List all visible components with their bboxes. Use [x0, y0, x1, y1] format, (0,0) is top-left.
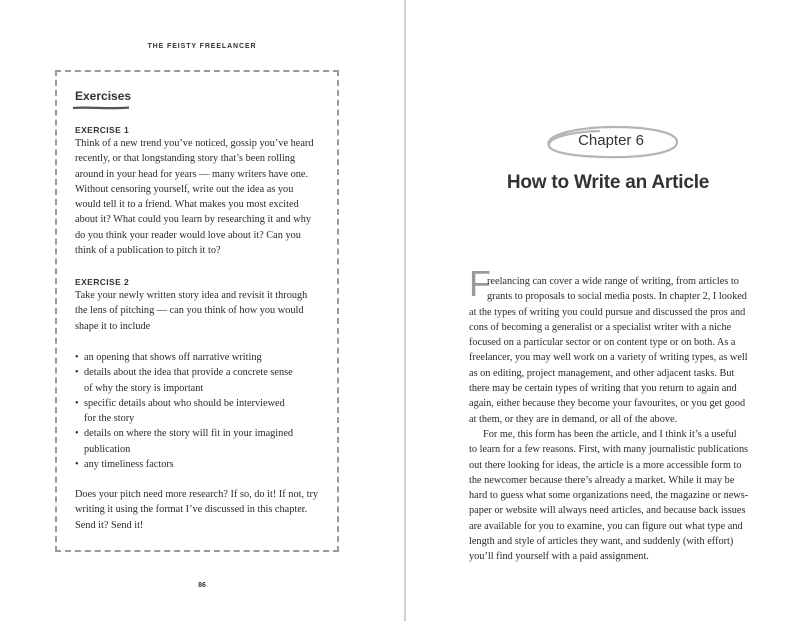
text-line: Does your pitch need more research? If so, do it! If not, try	[75, 489, 319, 500]
text-line: reelancing can cover a wide range of writing, from articles to	[487, 276, 739, 287]
list-item	[75, 365, 335, 396]
exercise-2-closing	[75, 487, 335, 533]
text-line: at the types of writing you could pursue and discussed the pros and	[469, 306, 746, 318]
text-line: hard to guess what some organizations need, the magazine or news-	[469, 490, 749, 502]
chapter-label-badge	[541, 124, 681, 160]
bullet-icon: •	[75, 459, 79, 471]
text-line: grants to proposals to social media posts. In chapter 2, I looked	[487, 291, 747, 303]
text-line: do you think your reader would love about it? Can you	[75, 229, 301, 241]
list-item-text: specific details about who should be interviewed	[84, 397, 285, 409]
exercise-2-label: EXERCISE 2	[75, 277, 130, 287]
bullet-list	[75, 350, 335, 472]
text-line: the newcomer because there’s already a market. While it may be	[469, 474, 735, 486]
text-line: think of a publication to pitch it to?	[75, 245, 221, 257]
bullet-icon: •	[75, 352, 79, 363]
text-line: Send it? Send it!	[75, 519, 144, 531]
text-line: focused on a particular sector or on content type or on both. As a	[469, 337, 736, 349]
text-line: For me, this form has been the article, and I think it’s a useful	[483, 429, 737, 440]
list-item-text: details on where the story will fit in your imagined	[84, 428, 294, 440]
box-heading: Exercises	[75, 89, 132, 103]
text-line: to learn for a few reasons. First, with many journalistic publications	[469, 444, 749, 456]
text-line: recently, or that longstanding story that’s been rolling	[75, 153, 296, 165]
text-line: Think of a new trend you’ve noticed, gossip you’ve heard	[75, 138, 314, 149]
text-line: writing it using the format I’ve discussed in this chapter.	[75, 504, 308, 516]
list-item-text: any timeliness factors	[84, 459, 174, 471]
list-item-text: an opening that shows off narrative writing	[84, 352, 262, 363]
text-line: you’ll find yourself with a paid assignment.	[469, 551, 649, 563]
chapter-title: How to Write an Article	[506, 172, 710, 193]
article-paragraph-2	[469, 427, 755, 565]
text-line: paper or website will always need articles, and because back issues	[469, 505, 746, 517]
text-line: cons of becoming a generalist or a specialist writer with a niche	[469, 321, 732, 333]
list-item	[75, 426, 335, 457]
running-head: THE FEISTY FREELANCER	[147, 43, 257, 50]
heading-underline	[73, 106, 129, 110]
list-item-text: of why the story is important	[84, 382, 204, 394]
bullet-icon: •	[75, 367, 79, 379]
bullet-icon: •	[75, 428, 79, 440]
text-line: at them, or they are in demand, or all of the above.	[469, 413, 678, 425]
chapter-label: Chapter 6	[578, 132, 644, 149]
exercise-2-text	[75, 288, 335, 334]
list-item	[75, 457, 335, 472]
list-item-text: details about the idea that provide a concrete sense	[84, 367, 293, 379]
text-line: Take your newly written story idea and revisit it through	[75, 290, 308, 301]
drop-cap: F	[469, 263, 491, 304]
list-item	[75, 350, 335, 365]
text-line: freelancer, you may well work on a variety of writing types, as well	[469, 352, 748, 364]
text-line: again, either because they become your favourites, or you get good	[469, 398, 746, 410]
list-item	[75, 396, 335, 427]
page-number: 86	[198, 582, 206, 589]
list-item-text: for the story	[84, 413, 135, 425]
text-line: out there looking for ideas, the article is a more accessible form to	[469, 459, 742, 471]
exercise-1-text	[75, 136, 335, 258]
bullet-icon: •	[75, 397, 79, 409]
text-line: as on editing, project management, and other adjacent tasks. But	[469, 367, 735, 379]
text-line: Without censoring yourself, write out the idea as you	[75, 183, 294, 195]
text-line: there may be certain types of writing that you return to again and	[469, 383, 737, 395]
text-line: length and style of articles they want, and suddenly (with effort)	[469, 536, 734, 548]
text-line: the lens of pitching — can you think of how you would	[75, 305, 304, 317]
text-line: would tell it to a friend. What makes you most excited	[75, 199, 299, 211]
text-line: about it? What could you learn by researching it and why	[75, 214, 311, 226]
text-line: are available for you to examine, you can figure out what type and	[469, 520, 743, 532]
list-item-text: publication	[84, 443, 131, 455]
text-line: around in your head for years — many writers have one.	[75, 168, 309, 180]
exercise-1-label: EXERCISE 1	[75, 125, 130, 135]
text-line: shape it to include	[75, 320, 151, 332]
article-paragraph-1	[469, 274, 755, 427]
